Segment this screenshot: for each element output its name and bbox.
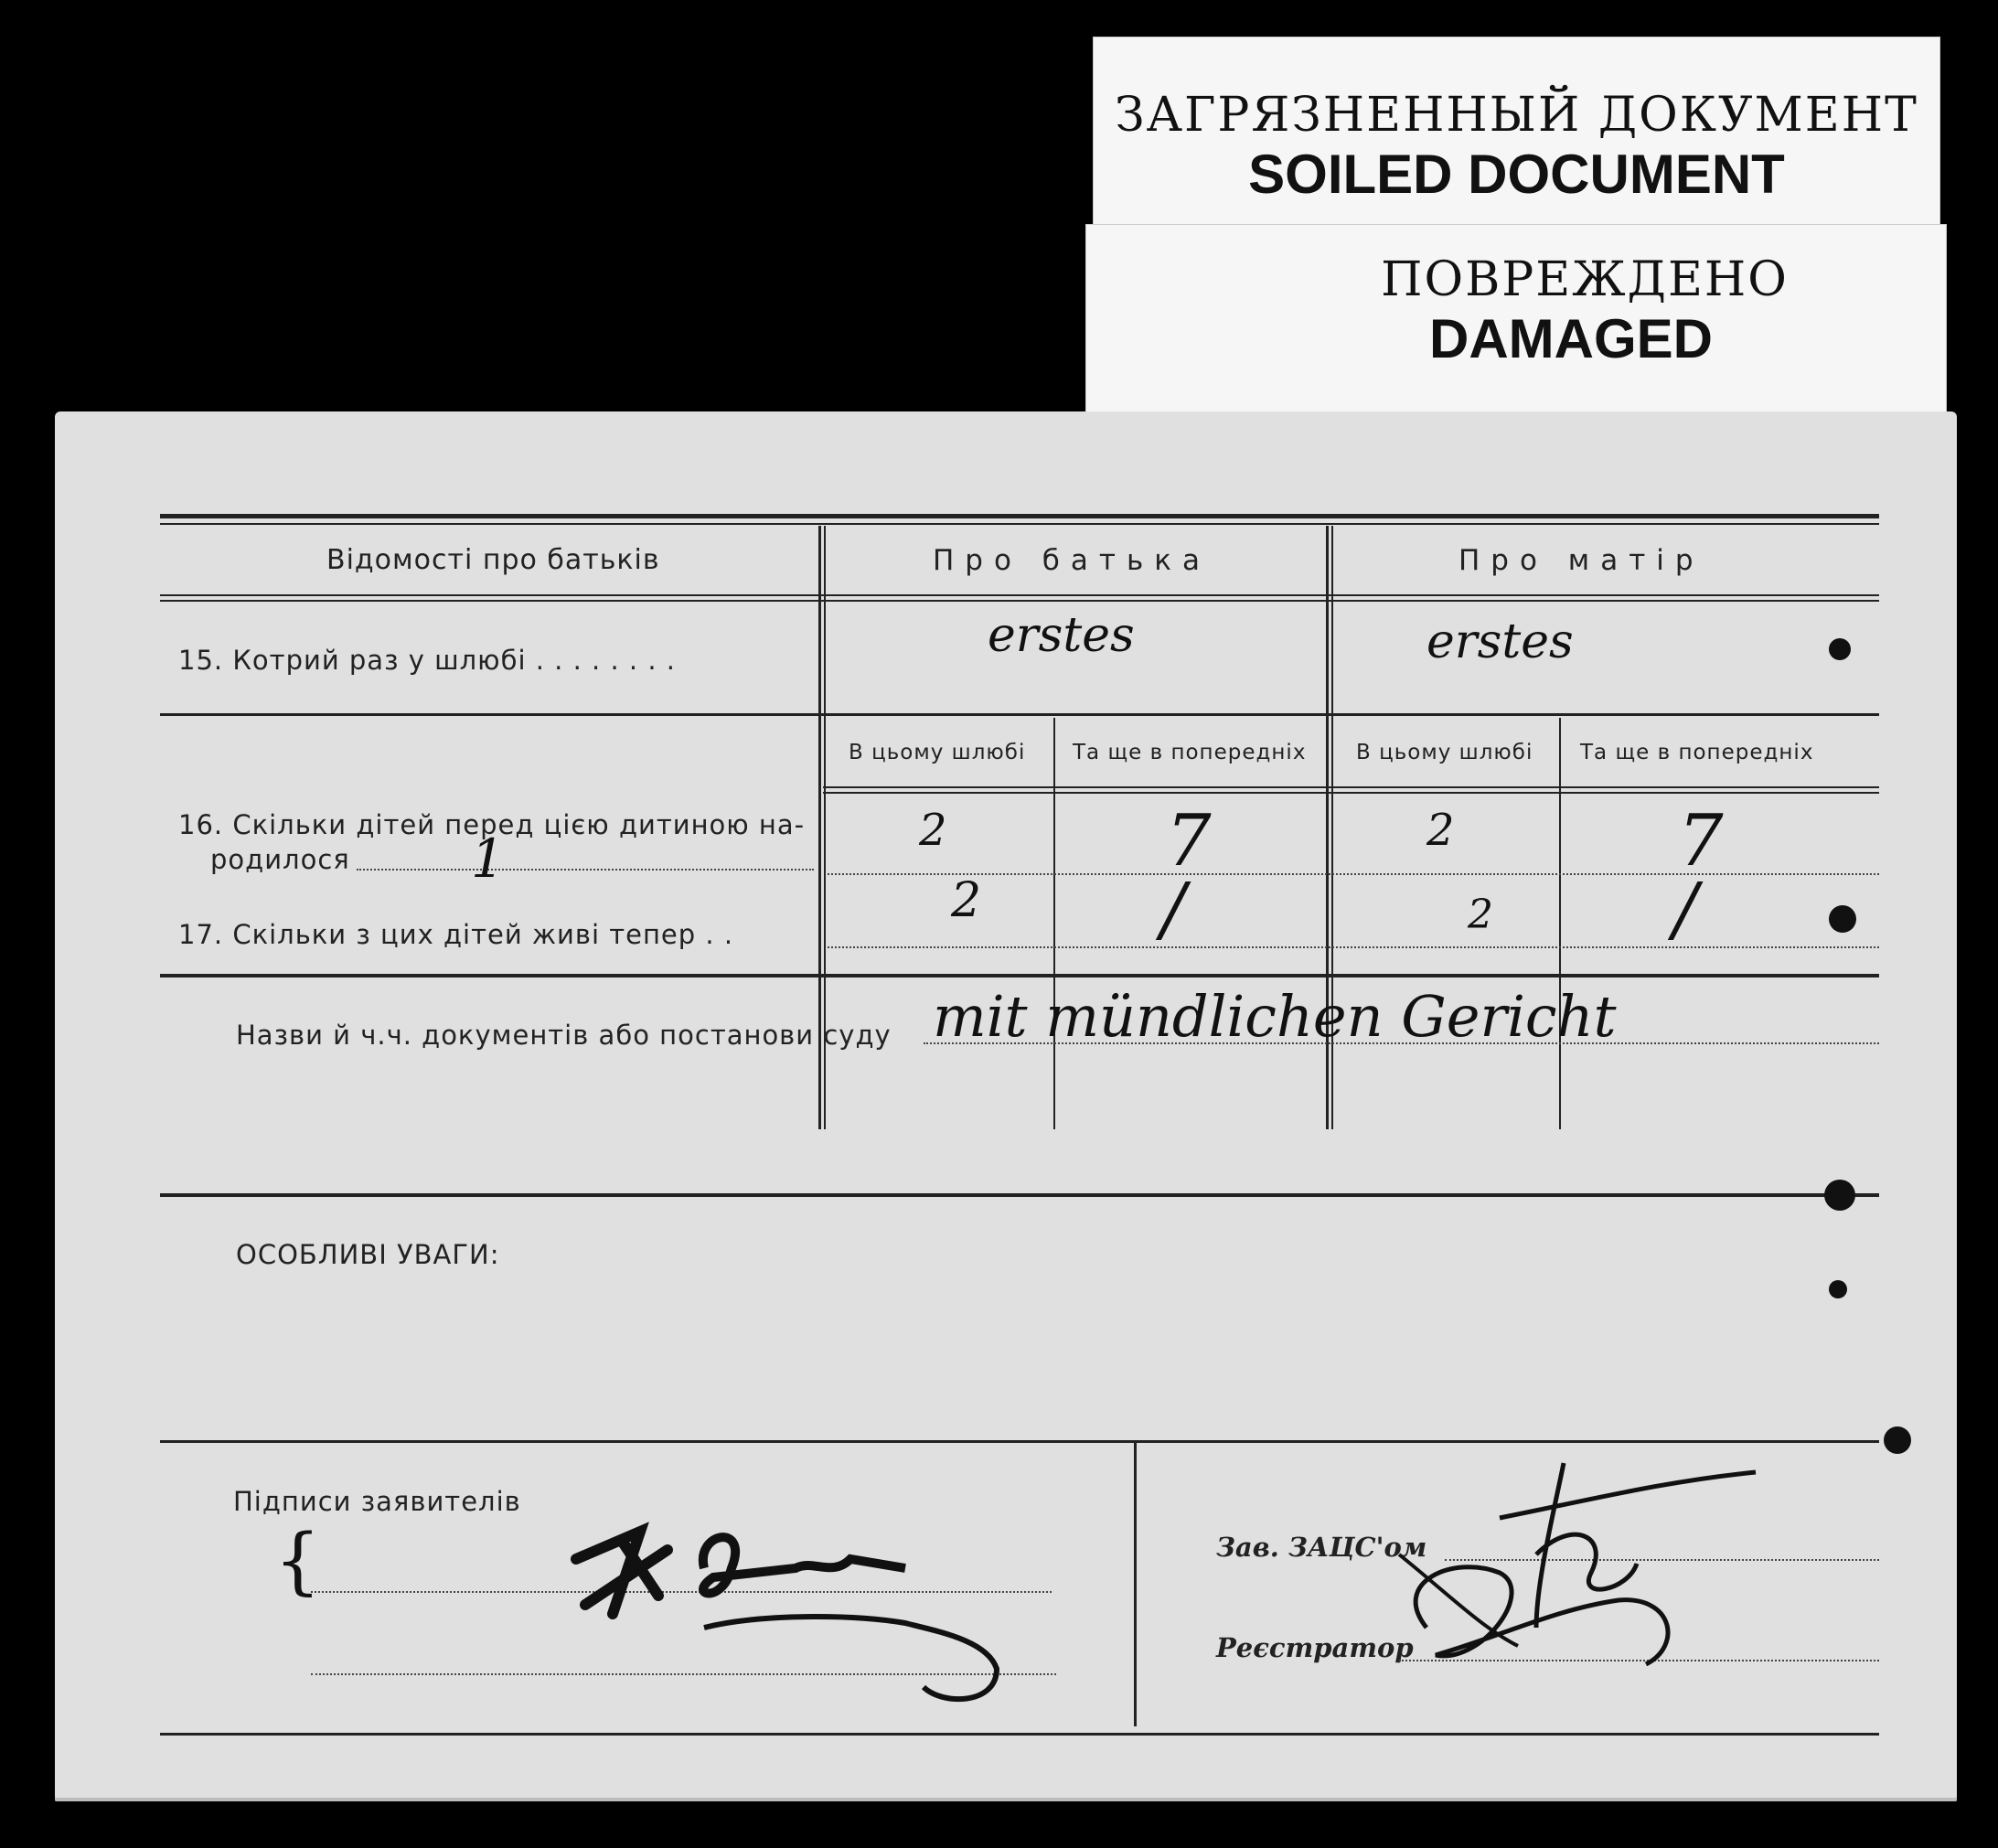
row17-rule bbox=[160, 974, 1879, 977]
row17-father-prev: / bbox=[1161, 869, 1186, 951]
row16-mother-prev: 7 bbox=[1678, 800, 1724, 882]
applicants-label: Підписи заявителів bbox=[233, 1486, 521, 1517]
documents-label: Назви й ч.ч. документів або постанови суду bbox=[236, 1020, 892, 1051]
top-rule bbox=[160, 514, 1879, 518]
remarks-bottom-rule bbox=[160, 1440, 1879, 1443]
row16-father-prev: 7 bbox=[1166, 800, 1212, 882]
head-label: Зав. ЗАЦС'ом bbox=[1216, 1532, 1427, 1563]
header-rule bbox=[160, 594, 1879, 596]
soiled-label-ru: ЗАГРЯЗНЕННЫЙ ДОКУМЕНТ bbox=[1115, 88, 1918, 143]
applicants-brace: { bbox=[274, 1518, 321, 1603]
subheader-mother-this: В цьому шлюбі bbox=[1356, 741, 1533, 764]
documents-value: mit mündlichen Gericht bbox=[933, 983, 1617, 1050]
header-parents-info: Відомості про батьків bbox=[326, 544, 660, 576]
col-divider-mother bbox=[1559, 718, 1561, 1129]
head-signature bbox=[1372, 1445, 1801, 1719]
binding-hole-2 bbox=[1829, 905, 1856, 933]
subheader-father-prev: Та ще в попередніх bbox=[1073, 741, 1307, 764]
row17-father-this: 2 bbox=[951, 873, 982, 928]
row16-mother-this: 2 bbox=[1426, 805, 1455, 856]
row16-father-this: 2 bbox=[919, 805, 947, 856]
top-rule-thin bbox=[160, 523, 1879, 525]
subheader-father-this: В цьому шлюбі bbox=[849, 741, 1026, 764]
col-divider-father bbox=[1053, 718, 1055, 1129]
header-father: Про батька bbox=[933, 544, 1211, 577]
damaged-label-en: DAMAGED bbox=[1429, 308, 1713, 369]
binding-hole-5 bbox=[1884, 1426, 1911, 1454]
row16-value-dots bbox=[828, 873, 1879, 875]
row15-label: 15. Котрий раз у шлюбі . . . . . . . . bbox=[178, 645, 676, 676]
row16-label-line2: родилося bbox=[210, 844, 350, 875]
row17-mother-prev: / bbox=[1673, 869, 1698, 951]
subheader-mother-prev: Та ще в попередніх bbox=[1580, 741, 1814, 764]
row16-dots bbox=[357, 869, 814, 871]
registrar-label: Реєстратор bbox=[1216, 1632, 1414, 1663]
row15-rule bbox=[160, 713, 1879, 716]
subheader-rule-2 bbox=[823, 792, 1879, 794]
soiled-document-label bbox=[1093, 37, 1940, 235]
documents-dots bbox=[924, 1042, 1879, 1044]
damaged-label-ru: ПОВРЕЖДЕНО bbox=[1381, 252, 1789, 307]
row15-mother-value: erstes bbox=[1426, 614, 1574, 669]
binding-hole-4 bbox=[1829, 1280, 1847, 1298]
header-mother: Про матір bbox=[1458, 544, 1704, 577]
row16-label-handwritten: 1 bbox=[471, 828, 505, 890]
bottom-rule bbox=[160, 1733, 1879, 1736]
remarks-top-rule bbox=[160, 1193, 1879, 1197]
row17-value-dots bbox=[828, 946, 1879, 948]
form-sheet bbox=[55, 411, 1957, 1801]
row15-father-value: erstes bbox=[988, 608, 1135, 663]
damaged-label bbox=[1085, 224, 1947, 436]
binding-hole-1 bbox=[1829, 638, 1851, 660]
subheader-rule bbox=[823, 786, 1879, 788]
applicants-signature bbox=[558, 1495, 1033, 1714]
signature-divider bbox=[1134, 1443, 1137, 1726]
row17-label: 17. Скільки з цих дітей живі тепер . . bbox=[178, 919, 734, 950]
row17-mother-this: 2 bbox=[1468, 892, 1493, 938]
remarks-label: ОСОБЛИВІ УВАГИ: bbox=[236, 1239, 500, 1270]
binding-hole-3 bbox=[1824, 1180, 1855, 1211]
row16-label-line1: 16. Скільки дітей перед цією дитиною на- bbox=[178, 809, 806, 840]
header-rule-2 bbox=[160, 600, 1879, 602]
soiled-label-en: SOILED DOCUMENT bbox=[1248, 144, 1785, 205]
